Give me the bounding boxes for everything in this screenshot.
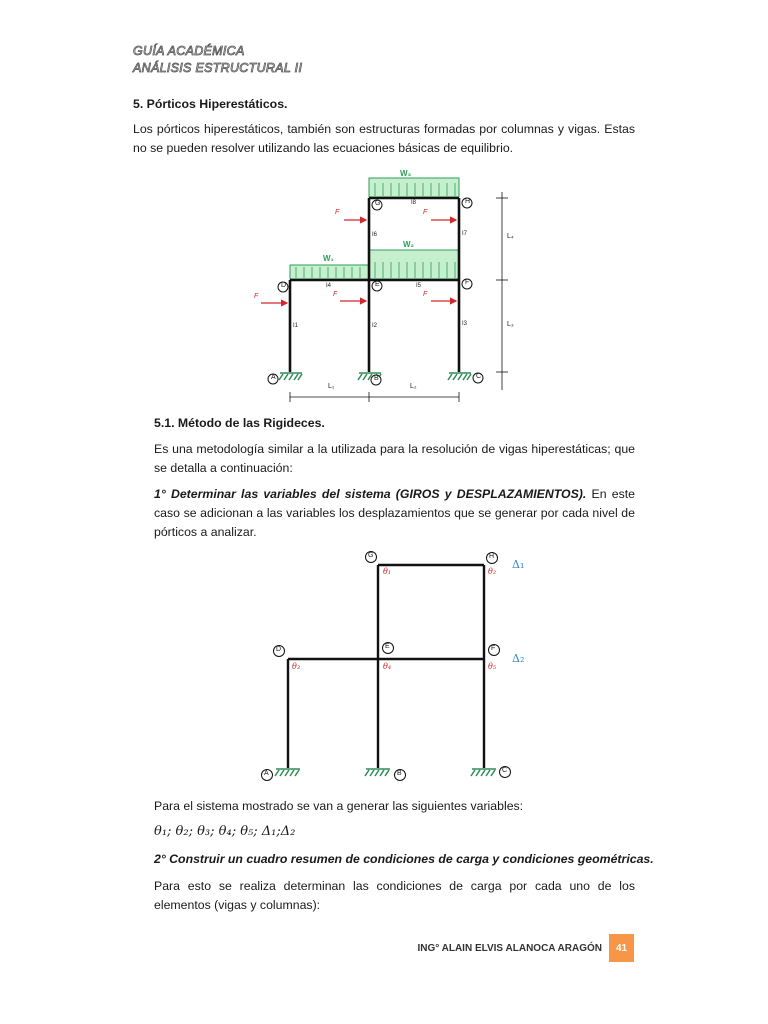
dim-l2: L₂ [410, 383, 417, 390]
step-1-title: 1° Determinar las variables del sistema (GIROS y DESPLAZAMIENTOS). [154, 487, 587, 501]
rotation-theta-2: θ₂ [488, 567, 497, 576]
displacement-delta-2: Δ₂ [512, 652, 525, 665]
section-5-intro: Los pórticos hiperestáticos, también son estructuras formadas por columnas y vigas. Estas no se pueden resolver utilizando las ecuaciones básicas de equilibrio. [133, 122, 635, 155]
inertia-i5: I5 [416, 283, 422, 289]
step-2-text: Para esto se realiza determinan las condiciones de carga por cada uno de los elementos (vigas y columnas): [154, 879, 635, 912]
header-line-2: ANÁLISIS ESTRUCTURAL II [133, 61, 303, 75]
inertia-i7: I7 [462, 231, 468, 237]
fig2-node-g: G [368, 552, 374, 559]
inertia-i3: I3 [462, 321, 468, 327]
node-f-label: F [465, 279, 470, 286]
node-c-label: C [476, 373, 482, 380]
node-g-label: G [375, 200, 381, 207]
dim-l4: L₄ [507, 233, 514, 240]
node-d-label: D [281, 282, 287, 289]
section-5-title: 5. Pórticos Hiperestáticos. [133, 97, 288, 111]
fig2-node-h: H [489, 553, 495, 560]
force-label-4: F [423, 291, 428, 298]
dim-l1: L₁ [328, 383, 335, 390]
force-label-5: F [254, 293, 259, 300]
fig2-node-d: D [276, 646, 282, 653]
force-label-2: F [423, 209, 428, 216]
header-line-1: GUÍA ACADÉMICA [133, 44, 245, 58]
inertia-i8: I8 [411, 200, 417, 206]
fig2-node-e: E [385, 643, 390, 650]
rotation-theta-4: θ₄ [383, 662, 392, 671]
inertia-i2: I2 [372, 323, 378, 329]
node-e-label: E [375, 281, 380, 288]
rotation-theta-3: θ₃ [292, 662, 301, 671]
fig2-node-c: C [502, 767, 508, 774]
node-a-label: A [271, 374, 276, 381]
frame-2-supports [275, 769, 496, 776]
fig2-node-a: A [264, 770, 269, 777]
variables-intro: Para el sistema mostrado se van a generar las siguientes variables: [154, 799, 524, 813]
force-label-3: F [333, 291, 338, 298]
rotation-theta-1: θ₁ [383, 567, 392, 576]
force-label-1: F [335, 209, 340, 216]
step-2-title: 2° Construir un cuadro resumen de condiciones de carga y condiciones geométricas. [154, 852, 654, 866]
inertia-i1: I1 [293, 323, 299, 329]
inertia-i4: I4 [326, 283, 332, 289]
variables-formula: θ₁; θ₂; θ₃; θ₄; θ₅; Δ₁;Δ₂ [154, 824, 296, 839]
displacement-delta-1: Δ₁ [512, 558, 525, 571]
footer-author: ING° ALAIN ELVIS ALANOCA ARAGÓN [417, 943, 602, 954]
node-h-label: H [465, 198, 471, 205]
dim-l3: L₃ [507, 321, 514, 328]
page-number: 41 [609, 934, 634, 962]
label-w2: W₂ [403, 240, 415, 249]
step-1-text: En este caso se adicionan a las variables los desplazamientos que se generar por cada nivel de pórticos a analizar. [154, 487, 635, 539]
inertia-i6: I6 [372, 232, 378, 238]
fig2-node-b: B [397, 770, 402, 777]
fig2-node-f: F [491, 645, 496, 652]
label-w3: W₃ [400, 169, 412, 178]
rotation-theta-5: θ₅ [488, 662, 497, 671]
section-5-1-intro: Es una metodología similar a la utilizada para la resolución de vigas hiperestáticas; que se detalla a continuación: [154, 442, 635, 475]
node-b-label: B [374, 375, 379, 382]
label-w1: W₁ [323, 254, 334, 263]
section-5-1-title: 5.1. Método de las Rigideces. [154, 416, 325, 430]
